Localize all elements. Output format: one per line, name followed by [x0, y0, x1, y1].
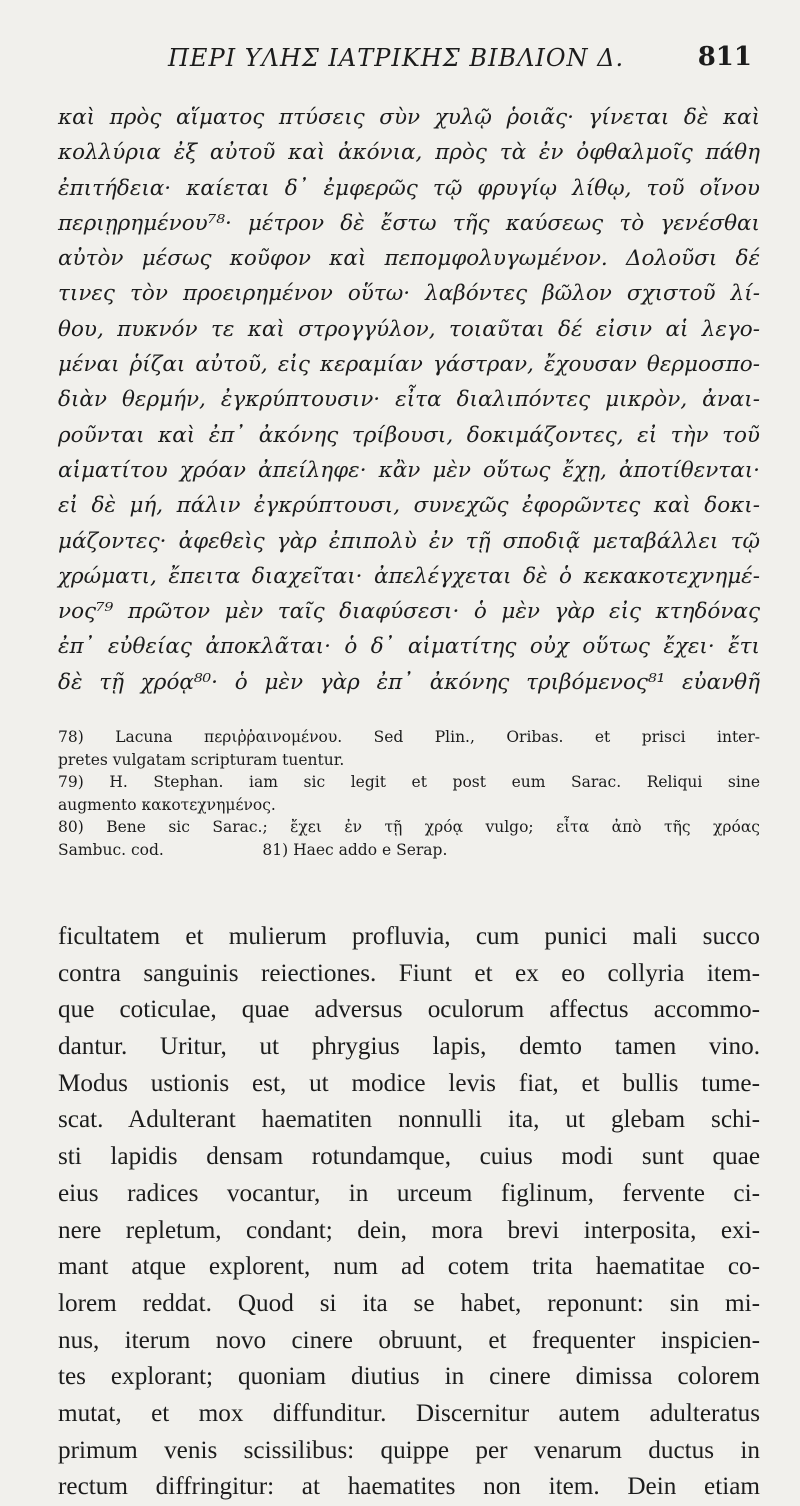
latin-line: sti lapidis densam rotundamque, cuius modi sunt quae	[58, 1143, 760, 1171]
footnote-line: Sambuc. cod. 81) Haec addo e Serap.	[58, 840, 448, 859]
page-number: 811	[697, 42, 752, 72]
greek-line: τινες τὸν προειρημένον οὕτω· λαβόντες βῶλον σχιστοῦ λί-	[58, 281, 760, 307]
footnote-line: augmento κακοτεχνημένος.	[58, 795, 276, 814]
latin-line: rectum diffringitur: at haematites non item. Dein etiam	[58, 1473, 760, 1501]
greek-line: ροῦνται καὶ ἐπ᾽ ἀκόνης τρίβουσι, δοκιμάζοντες, εἰ τὴν τοῦ	[58, 422, 760, 448]
latin-line: nus, iterum novo cinere obruunt, et frequenter inspicien-	[58, 1326, 760, 1354]
latin-line: mant atque explorent, num ad cotem trita haematitae co-	[58, 1253, 760, 1281]
footnote-line: 80) Bene sic Sarac.; ἔχει ἐν τῇ χρόᾳ vulgo; εἶτα ἀπὸ τῆς χρόας	[58, 818, 760, 837]
greek-line: ἐπιτήδεια· καίεται δ᾽ ἐμφερῶς τῷ φρυγίῳ λίθῳ, τοῦ οἴνου	[58, 175, 760, 201]
footnote-line: 78) Lacuna περιῤῥαινομένου. Sed Plin., Oribas. et prisci inter-	[58, 728, 760, 747]
latin-line: scat. Adulterant haematiten nonnulli ita, ut glebam schi-	[58, 1106, 760, 1134]
running-head: ΠΕΡΙ ΥΛΗΣ ΙΑΤΡΙΚΗΣ ΒΙΒΛΙΟΝ Δ.	[168, 44, 625, 72]
latin-line: lorem reddat. Quod si ita se habet, reponunt: sin mi-	[58, 1289, 760, 1317]
latin-line: Modus ustionis est, ut modice levis fiat, et bullis tume-	[58, 1069, 760, 1097]
greek-line: χρώματι, ἔπειτα διαχεῖται· ἀπελέγχεται δὲ ὁ κεκακοτεχνημέ-	[58, 563, 760, 589]
latin-line: nere repletum, condant; dein, mora brevi interposita, exi-	[58, 1216, 760, 1244]
latin-line: dantur. Uritur, ut phrygius lapis, demto tamen vino.	[58, 1033, 760, 1061]
latin-line: ficultatem et mulierum profluvia, cum punici mali succo	[58, 923, 760, 951]
greek-line: αὐτὸν μέσως κοῦφον καὶ πεπομφολυγωμένον. Δολοῦσι δέ	[58, 246, 760, 272]
greek-line: περιῃρημένου⁷⁸· μέτρον δὲ ἔστω τῆς καύσεως τὸ γενέσθαι	[58, 210, 760, 236]
latin-line: tes explorant; quoniam diutius in cinere dimissa colorem	[58, 1363, 760, 1391]
page-header	[58, 44, 760, 94]
latin-line: primum venis scissilibus: quippe per venarum ductus in	[58, 1436, 760, 1464]
footnote-line: pretes vulgatam scripturam tuentur.	[58, 750, 345, 769]
greek-line: καὶ πρὸς αἵματος πτύσεις σὺν χυλῷ ῥοιᾶς· γίνεται δὲ καὶ	[58, 105, 760, 130]
greek-line: διὰν θερμήν, ἐγκρύπτουσιν· εἶτα διαλιπόντες μικρὸν, ἀναι-	[58, 387, 760, 413]
latin-translation-block	[58, 919, 760, 1506]
greek-line: μέναι ῥίζαι αὐτοῦ, εἰς κεραμίαν γάστραν, ἔχουσαν θερμοσπο-	[58, 352, 760, 378]
greek-text-block	[58, 100, 760, 700]
greek-line: μάζοντες· ἀφεθεὶς γὰρ ἐπιπολὺ ἐν τῇ σποδιᾷ μεταβάλλει τῷ	[58, 528, 760, 554]
latin-line: contra sanguinis reiectiones. Fiunt et ex eo collyria item-	[58, 959, 760, 987]
latin-line: que coticulae, quae adversus oculorum affectus accommo-	[58, 996, 760, 1024]
greek-line: νος⁷⁹ πρῶτον μὲν ταῖς διαφύσεσι· ὁ μὲν γὰρ εἰς κτηδόνας	[58, 599, 760, 625]
greek-line: εἰ δὲ μή, πάλιν ἐγκρύπτουσι, συνεχῶς ἐφορῶντες καὶ δοκι-	[58, 493, 760, 519]
greek-line: αἱματίτου χρόαν ἀπείληφε· κἂν μὲν οὕτως ἔχῃ, ἀποτίθενται·	[58, 457, 760, 483]
greek-line: κολλύρια ἐξ αὐτοῦ καὶ ἀκόνια, πρὸς τὰ ἐν ὀφθαλμοῖς πάθη	[58, 140, 760, 166]
footnotes	[58, 726, 760, 861]
greek-line: ἐπ᾽ εὐθείας ἀποκλᾶται· ὁ δ᾽ αἱματίτης οὐχ οὕτως ἔχει· ἔτι	[58, 634, 760, 660]
greek-line: δὲ τῇ χρόᾳ⁸⁰· ὁ μὲν γὰρ ἐπ᾽ ἀκόνης τριβόμενος⁸¹ εὐανθῆ	[58, 669, 760, 695]
greek-line: θου, πυκνόν τε καὶ στρογγύλον, τοιαῦται δέ εἰσιν αἱ λεγο-	[58, 316, 760, 342]
footnote-line: 79) H. Stephan. iam sic legit et post eum Sarac. Reliqui sine	[58, 773, 760, 792]
latin-line: mutat, et mox diffunditur. Discernitur autem adulteratus	[58, 1399, 760, 1427]
latin-line: eius radices vocantur, in urceum figlinum, fervente ci-	[58, 1179, 760, 1207]
